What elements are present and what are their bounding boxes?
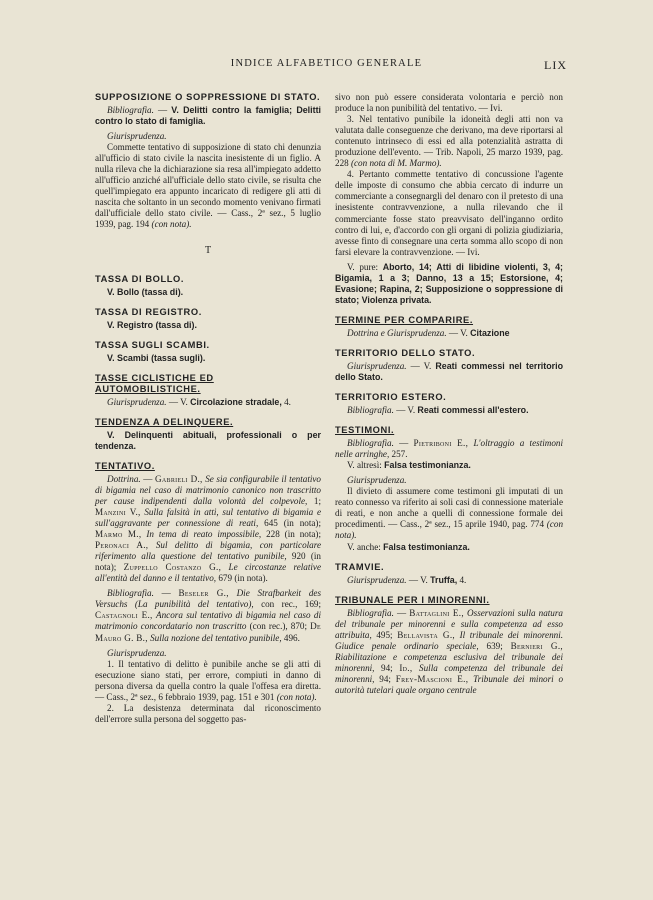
tent-d2-title: Sulla falsità in atti, sul tentativo di bigamia e sull'aggravante per connessione di reati,: [95, 506, 321, 529]
trib-b1-title: Osservazioni sulla natura del tribunale per minorenni e sulla competenza ad esso attribuita,: [335, 607, 563, 640]
tent-bib-label: Bibliografia.: [107, 588, 154, 599]
cicl-num: 4.: [281, 396, 291, 407]
tent-d3-page: 228 (in nota);: [261, 529, 322, 540]
entry-heading-tendenza: TENDENZA A DELINQUERE.: [95, 416, 234, 427]
trib-bib-label: Bibliografia.: [347, 607, 394, 618]
tent-giur-3: [335, 114, 563, 169]
test-anche: [335, 542, 563, 553]
tram-ref: Truffa,: [430, 574, 458, 585]
bollo-ref-line: [95, 287, 321, 298]
tent-d1-page: 1;: [307, 495, 321, 506]
entry-heading-termine: TERMINE PER COMPARIRE.: [335, 314, 474, 325]
trib-b1-page: 495;: [371, 629, 393, 640]
sup-giur-body: Commette tentativo di supposizione di stato chi denunzia all'ufficio di stato civile la nascita inesistente di un figlio. A nulla rileva che la dichiarazione sia resa all'impiegato addetto all'ufficio anziché all'ufficiale dello stato civile, se risulta che quell'impiegato era appunto incaricato di redigere gli atti di nascita che soltanto in un secondo momento venivano firmati dall'ufficiale dello stato civile. — Cass., 2ª sez., 5 luglio 1939, pag. 194: [95, 142, 321, 230]
entry-heading-tassa-bollo: TASSA DI BOLLO.: [95, 273, 185, 284]
tent-d1-author: Gabrieli D.,: [155, 473, 203, 484]
tent-dottrina: Dottrina. — Gabrieli D., Se sia configurabile il tentativo di bigamia nel caso di matrimonio canonico non trascritto per cause indipendenti dalla volontà del colpevole, 1; Manzini V., Sulla falsità in atti, sul tentativo di bigamia e sull'aggravante per connessione di reati, 645 (in nota); Marmo M., In tema di reato impossibile, 228 (in nota); Peronaci A., Sul delitto di bigamia, con particolare riferimento alla questione del tentativo punibile, 920 (in nota); Zuppello Costanzo G., Le circostanze relative all'entità del danno e il tentativo, 679 (in nota).: [95, 473, 322, 584]
tent-giur-label: Giurisprudenza.: [107, 647, 167, 658]
tent-b2-author: Castagnoli E.,: [95, 610, 153, 621]
cicl-ref: Circolazione stradale,: [190, 396, 282, 407]
trib-b5-author: Frey-Mascioni E.,: [395, 673, 469, 684]
trib-b2-title: Il tribunale dei minorenni. Giudice penale ordinario speciale,: [335, 629, 564, 651]
tent-b2-title: Ancora sul tentativo di bigamia nel caso di matrimonio concordatario non trascritto: [95, 610, 321, 632]
sup-giur-text: [95, 142, 321, 230]
estero-dash: — V.: [393, 405, 418, 416]
entry-heading-tribunale-minorenni: TRIBUNALE PER I MINORENNI.: [335, 594, 490, 605]
tent-d5-author: Zuppello Costanzo G.,: [123, 562, 222, 573]
test-anche-ref: Falsa testimonianza.: [383, 541, 470, 552]
page-number: LIX: [544, 58, 567, 72]
terr-dash: — V.: [406, 360, 436, 371]
running-title: INDICE ALFABETICO GENERALE: [230, 58, 423, 69]
test-g-body: Il divieto di assumere come testimoni gli imputati di un reato connesso va riferito ai soli casi di connessione materiale di reati, e non anche a quelli di connessione formale dei procedimenti. — Cass., 2ª sez., 15 aprile 1940, pag. 774: [335, 486, 563, 530]
trib-b3-author: Bernieri G.,: [510, 640, 563, 651]
tent-g3-body: 3. Nel tentativo punibile la idoneità degli atti non va valutata dalle conseguenze che derivano, ma deve riportarsi al contenuto intrinseco di essi ed alla potenzialità astratta di produzione dell'evento. — Trib. Napoli, 25 marzo 1939, pag. 228: [335, 114, 563, 169]
registro-ref: V. Registro (tassa di).: [107, 319, 197, 330]
trib-b5-title: Tribunale dei minori o autorità tutelari quale organo centrale: [335, 673, 564, 695]
tent-d4-page: 920 (in nota);: [95, 551, 321, 573]
tent-g3-nota: (con nota di M. Marmo).: [350, 158, 442, 169]
test-anche-lead: V. anche:: [347, 541, 384, 552]
entry-heading-tramvie: TRAMVIE.: [335, 561, 385, 572]
sup-bib-ref: V. Delitti contro la famiglia; Delitti contro lo stato di famiglia.: [95, 105, 321, 127]
tent-d1-title: Se sia configurabile il tentativo di bigamia nel caso di matrimonio canonico non trascritto per cause indipendenti dalla volontà del colpevole,: [95, 473, 321, 506]
tent-d3-author: Marmo M.,: [95, 529, 142, 540]
sup-bib-label: Bibliografia.: [107, 105, 154, 115]
tent-b1-author: Beseler G.,: [178, 588, 229, 599]
left-column: [95, 92, 321, 725]
sup-giur-nota: (con nota).: [151, 219, 192, 230]
tram-ref-line: [335, 575, 563, 586]
entry-heading-supposizione: SUPPOSIZIONE O SOPPRESSIONE DI STATO.: [95, 92, 321, 102]
tent-giur-2: 2. La desistenza determinata dal riconoscimento dell'errore sulla persona del soggetto pas-: [95, 702, 321, 724]
cicl-dash: — V.: [166, 396, 191, 407]
trib-bibliografia: Bibliografia. — Battaglini E., Osservazioni sulla natura del tribunale per minorenni e sulla competenza ad esso attribuita, 495; Bellavista G., Il tribunale dei minorenni. Giudice penale ordinario speciale, 639; Bernieri G., Riabilitazione e competenza esclusiva del tribunale dei minorenni, 94; Id., Sulla competenza del tribunale dei minorenni, 94; Frey-Mascioni E., Tribunale dei minori o autorità tutelari quale organo centrale: [335, 607, 564, 695]
right-column: [335, 92, 563, 696]
tent-continuation: sivo non può essere considerata volontaria e perciò non produce la non punibilità del tentativo. — Ivi.: [335, 92, 563, 114]
tent-dottrina-label: Dottrina.: [107, 473, 141, 484]
test-bib-label: Bibliografia.: [347, 438, 394, 449]
cicl-giur-label: Giurisprudenza.: [107, 396, 167, 407]
tent-d4-author: Peronaci A.,: [95, 540, 149, 551]
tent-d5-page: 679 (in nota).: [216, 573, 268, 584]
tent-d5-title: Le circostanze relative all'entità del danno e il tentativo,: [95, 562, 322, 584]
entry-heading-testimoni: TESTIMONI.: [335, 425, 395, 436]
trib-b3-title: Riabilitazione e competenza esclusiva del tribunale dei minorenni,: [335, 651, 563, 673]
sup-giur-label-line: [95, 131, 321, 142]
tent-giur-label-line: [95, 648, 321, 659]
cicl-ref-line: [95, 397, 321, 408]
test-b-author: Pietriboni E.,: [413, 438, 469, 449]
tent-giur-1: [95, 659, 321, 703]
test-giur-label: Giurisprudenza.: [347, 475, 407, 486]
test-b-title: L'oltraggio a testimoni nelle arringhe,: [335, 438, 564, 460]
tent-b3-title: Sulla nozione del tentativo punibile,: [150, 632, 282, 643]
tram-num: 4.: [457, 574, 467, 585]
tent-d3-title: In tema di reato impossibile,: [146, 529, 262, 540]
trib-b2-page: 639;: [478, 640, 503, 651]
termine-dash: — V.: [446, 327, 471, 338]
sup-giur-label: Giurisprudenza.: [107, 131, 167, 142]
entry-heading-territorio-estero: TERRITORIO ESTERO.: [335, 392, 447, 403]
registro-ref-line: [95, 320, 321, 331]
tent-d4-title: Sul delitto di bigamia, con particolare riferimento alla questione del tentativo punibile,: [95, 540, 321, 562]
scambi-ref: V. Scambi (tassa sugli).: [107, 352, 206, 363]
vpure-refs: Aborto, 14; Atti di libidine violenti, 3, 4; Bigamia, 1 a 3; Danno, 13 a 15; Estorsione, 4; Evasione; Rapina, 2; Supposizione o soppressione di stato; Violenza privata.: [335, 261, 563, 305]
test-altresi-ref: Falsa testimonianza.: [384, 460, 471, 471]
test-bibliografia: Bibliografia. — Pietriboni E., L'oltraggio a testimoni nelle arringhe, 257.: [335, 438, 564, 460]
termine-ref: Citazione: [470, 327, 510, 338]
entry-heading-tasse-ciclistiche: TASSE CICLISTICHE ED AUTOMOBILISTICHE.: [95, 372, 214, 394]
tent-g1-nota: (con nota).: [276, 691, 317, 702]
entry-heading-tassa-scambi: TASSA SUGLI SCAMBI.: [95, 339, 210, 350]
tend-ref-line: [95, 430, 321, 452]
termine-label: Dottrina e Giurisprudenza.: [347, 327, 447, 338]
entry-heading-territorio-stato: TERRITORIO DELLO STATO.: [335, 347, 476, 358]
tram-dash: — V.: [406, 574, 431, 585]
section-letter-t: T: [204, 244, 212, 256]
tram-label: Giurisprudenza.: [347, 574, 407, 585]
tent-b3-author: De Mauro G. B.,: [95, 621, 322, 643]
trib-b1-author: Battaglini E.,: [409, 607, 464, 618]
test-giur-text: [335, 486, 563, 541]
terr-ref: Reati commessi nel territorio dello Stato.: [335, 360, 563, 382]
estero-label: Bibliografia.: [347, 405, 394, 416]
bollo-ref: V. Bollo (tassa di).: [107, 286, 184, 297]
trib-b3-page: 94;: [374, 662, 393, 673]
tend-ref: V. Delinquenti abituali, professionali o per tendenza.: [95, 429, 321, 451]
tent-b1-title: Die Strafbarkeit des Versuchs (La punibilità del tentativo),: [95, 588, 322, 610]
entry-heading-tassa-registro: TASSA DI REGISTRO.: [95, 306, 202, 317]
tent-d2-author: Manzini V.,: [95, 506, 141, 517]
termine-ref-line: [335, 328, 563, 339]
sup-bibliography: [95, 105, 321, 127]
scambi-ref-line: [95, 353, 321, 364]
vpure-lead: V. pure:: [347, 261, 383, 272]
test-altresi-lead: V. altresì:: [347, 460, 385, 471]
entry-heading-tentativo: TENTATIVO.: [95, 460, 155, 471]
test-giur-label-line: [335, 475, 563, 486]
trib-b2-author: Bellavista G.,: [397, 629, 455, 640]
estero-ref-line: [335, 405, 563, 416]
terr-label: Giurisprudenza.: [347, 360, 407, 371]
estero-ref: Reati commessi all'estero.: [417, 405, 529, 416]
sup-bib-dash: —: [153, 105, 172, 115]
test-altresi: [335, 460, 563, 471]
tent-v-pure: [335, 262, 563, 306]
tent-b2-page: (con rec.), 870;: [246, 621, 308, 632]
test-b-page: 257.: [389, 449, 408, 460]
tent-bibliografia: Bibliografia. — Beseler G., Die Strafbarkeit des Versuchs (La punibilità del tentativo), con rec., 169; Castagnoli E., Ancora sul tentativo di bigamia nel caso di matrimonio concordatario non trascritto (con rec.), 870; De Mauro G. B., Sulla nozione del tentativo punibile, 496.: [95, 588, 322, 643]
tent-b1-page: con rec., 169;: [253, 599, 321, 610]
tent-g1-body: 1. Il tentativo di delitto è punibile anche se gli atti di esecuzione siano stati, per errore, compiuti in danno di persona diversa da quella contro la quale l'offesa era diretta. — Cass., 2ª sez., 6 febbraio 1939, pag. 151 e 301: [95, 658, 321, 702]
tent-giur-4: 4. Pertanto commette tentativo di concussione l'agente delle imposte di consumo che abbia cercato di indurre un commerciante a consegnargli del denaro con il pretesto di una inesistente contravvenzione, a nulla rilevando che il commerciante fosse stato preavvisato dell'inganno ordito contro di lui, e, d'accordo con gli organi di polizia giudiziaria, avesse finto di consegnare una certa somma allo scopo di non farsi elevare la contravvenzione. — Ivi.: [335, 169, 563, 257]
tent-b3-page: 496.: [281, 632, 300, 643]
tent-d2-page: 645 (in nota);: [258, 518, 321, 529]
trib-b4-page: 94;: [374, 673, 391, 684]
trib-b4-title: Sulla competenza del tribunale dei minorenni,: [335, 662, 563, 684]
terr-ref-line: [335, 361, 563, 383]
trib-b4-author: Id.,: [399, 662, 413, 673]
test-g-nota: (con nota).: [335, 519, 564, 541]
